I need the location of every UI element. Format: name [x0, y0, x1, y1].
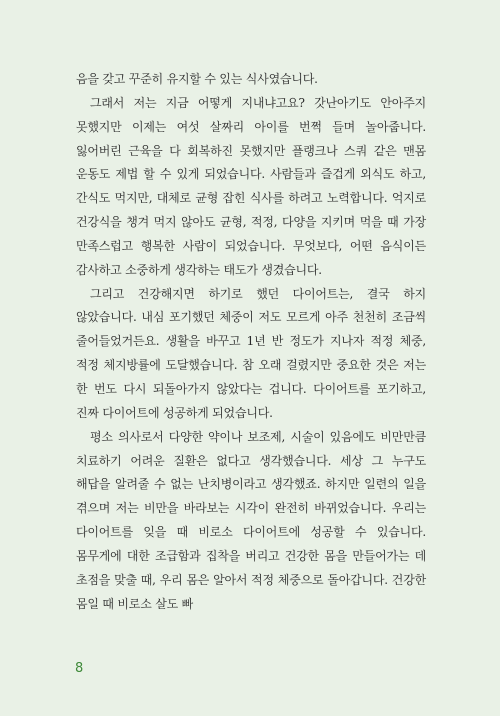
paragraph-4: 평소 의사로서 다양한 약이나 보조제, 시술이 있음에도 비만만큼 치료하기 어려운 질환은 없다고 생각했습니다. 세상 그 누구도 해답을 알려줄 수 없는 난치병이라고 생각했죠. 하지만 일련의 일을 겪으며 저는 비만을 바라보는 시각이 완전히 바뀌었습니다. 우리는 다이어트를 잊을 때 비로소 다이어트에 성공할 수 있습니다. 몸무게에 대한 조급함과 집착을 버리고 건강한 몸을 만들어가는 데 초점을 맞출 때, 우리 몸은 알아서 적정 체중으로 돌아갑니다. 건강한 몸일 때 비로소 살도 빠: [76, 429, 426, 611]
body-text: [76, 68, 426, 616]
paragraph-1: 음을 갖고 꾸준히 유지할 수 있는 식사였습니다.: [76, 72, 318, 86]
paragraph-2: 그래서 저는 지금 어떻게 지내냐고요? 갓난아기도 안아주지 못했지만 이제는 여섯 살짜리 아이를 번쩍 들며 놀아줍니다. 잃어버린 근육을 다 회복하진 못했지만 플랭크나 스쿼 같은 맨몸 운동도 제법 할 수 있게 되었습니다. 사람들과 즐겁게 외식도 하고, 간식도 먹지만, 대체로 균형 잡힌 식사를 하려고 노력합니다. 억지로 건강식을 챙겨 먹지 않아도 균형, 적정, 다양을 지키며 먹을 때 가장 만족스럽고 행복한 사람이 되었습니다. 무엇보다, 어떤 음식이든 감사하고 소중하게 생각하는 태도가 생겼습니다.: [76, 95, 426, 277]
page-number: 8: [75, 661, 84, 676]
paragraph-3: 그리고 건강해지면 하기로 했던 다이어트는, 결국 하지 않았습니다. 내심 포기했던 체중이 저도 모르게 아주 천천히 조금씩 줄어들었거든요. 생활을 바꾸고 1년 반 정도가 지나자 적정 체중, 적정 체지방률에 도달했습니다. 참 오래 걸렸지만 중요한 것은 저는 한 번도 다시 되돌아가지 않았다는 겁니다. 다이어트를 포기하고, 진짜 다이어트에 성공하게 되었습니다.: [76, 286, 426, 420]
